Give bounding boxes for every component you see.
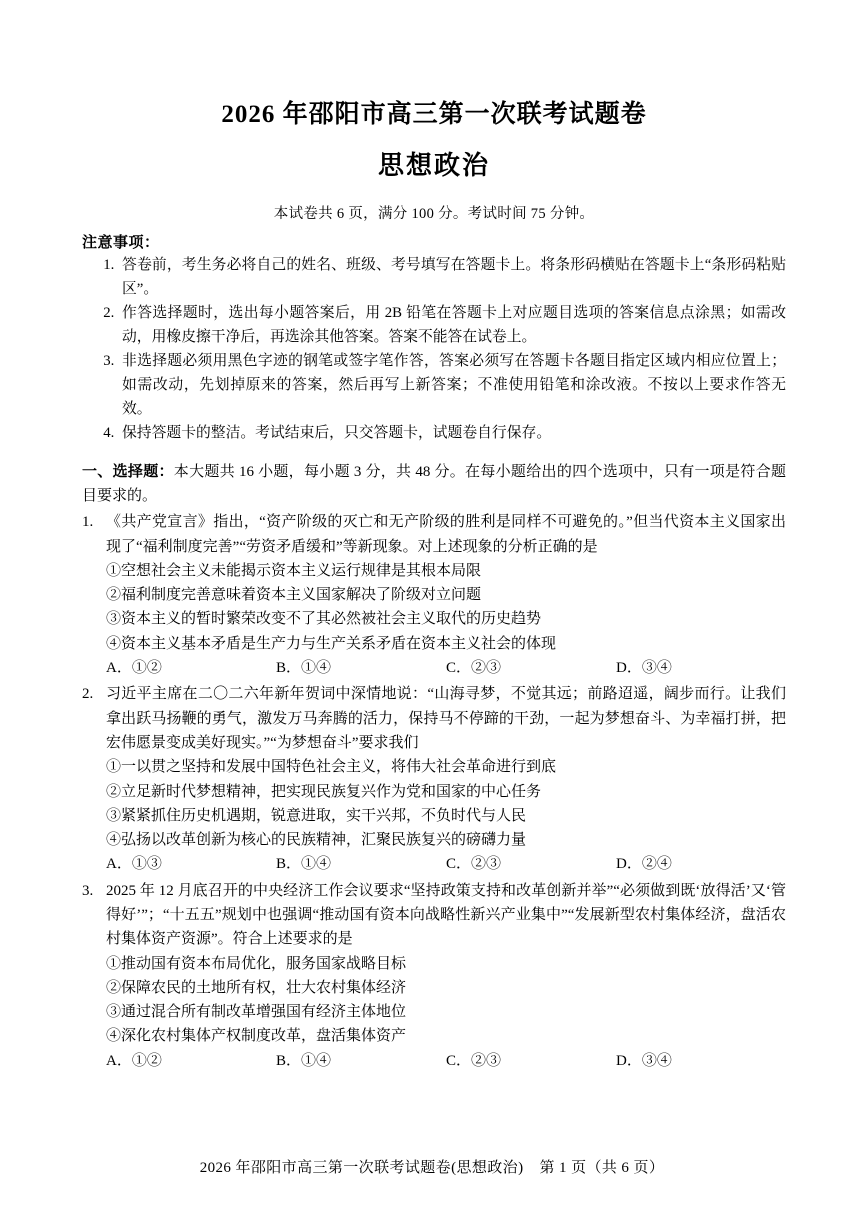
question-stem: 2025 年 12 月底召开的中央经济工作会议要求“坚持政策支持和改革创新并举”“必须做到既‘放得活’又‘管得好’”；“十五五”规划中也强调“推动国有资本向战略性新兴产业集中”“发展新型农村集体经济，盘活农村集体资产资源”。符合上述要求的是 (106, 882, 786, 948)
footer-page-number: 第 1 页（共 6 页） (539, 1160, 665, 1176)
notice-heading: 注意事项： (82, 234, 160, 251)
question-choices (106, 852, 786, 876)
question-statement: ④深化农村集体产权制度改革，盘活集体资产 (106, 1028, 407, 1045)
choice-d[interactable]: D．③④ (616, 1052, 672, 1069)
question-item (82, 879, 786, 1073)
choice-a[interactable]: A．①③ (106, 856, 162, 873)
question-number: 2. (82, 686, 94, 703)
question-item (82, 510, 786, 680)
question-statement: ②福利制度完善意味着资本主义国家解决了阶级对立问题 (106, 587, 482, 604)
question-statement: ③资本主义的暂时繁荣改变不了其必然被社会主义取代的历史趋势 (106, 611, 542, 628)
question-number: 1. (82, 514, 94, 531)
choice-a[interactable]: A．①② (106, 660, 162, 677)
choice-b[interactable]: B．①④ (276, 856, 332, 873)
question-choices (106, 656, 786, 680)
question-statement: ②立足新时代梦想精神，把实现民族复兴作为党和国家的中心任务 (106, 783, 542, 800)
exam-meta-info: 本试卷共 6 页，满分 100 分。考试时间 75 分钟。 (273, 205, 595, 222)
section-description: 本大题共 16 小题，每小题 3 分，共 48 分。在每小题给出的四个选项中，只有一项是符合题目要求的。 (82, 463, 786, 504)
section-label: 一、选择题： (82, 463, 174, 480)
question-statement: ①空想社会主义未能揭示资本主义运行规律是其根本局限 (106, 562, 482, 579)
choice-b[interactable]: B．①④ (276, 1052, 332, 1069)
page-footer (0, 1156, 864, 1177)
choice-d[interactable]: D．②④ (616, 856, 672, 873)
notice-list (82, 254, 786, 446)
choice-a[interactable]: A．①② (106, 1052, 162, 1069)
question-statement: ①推动国有资本布局优化，服务国家战略目标 (106, 955, 407, 972)
notice-item: 4. 保持答题卡的整洁。考试结束后，只交答题卡，试题卷自行保存。 (118, 422, 786, 446)
question-statement: ③紧紧抓住历史机遇期，锐意进取，实干兴邦，不负时代与人民 (106, 807, 527, 824)
notice-item: 2. 作答选择题时，选出每小题答案后，用 2B 铅笔在答题卡上对应题目选项的答案信息点涂黑；如需改动，用橡皮擦干净后，再选涂其他答案。答案不能答在试卷上。 (118, 302, 786, 350)
page-title: 2026 年邵阳市高三第一次联考试题卷 (221, 101, 647, 128)
question-statement: ②保障农民的土地所有权，壮大农村集体经济 (106, 979, 407, 996)
question-statement: ①一以贯之坚持和发展中国特色社会主义，将伟大社会革命进行到底 (106, 759, 557, 776)
question-item (82, 682, 786, 876)
question-number: 3. (82, 882, 94, 899)
section-heading-choice (82, 460, 786, 509)
choice-c[interactable]: C．②③ (446, 1052, 502, 1069)
choice-c[interactable]: C．②③ (446, 856, 502, 873)
choice-c[interactable]: C．②③ (446, 660, 502, 677)
question-statement: ③通过混合所有制改革增强国有经济主体地位 (106, 1004, 407, 1021)
notice-item: 1. 答卷前，考生务必将自己的姓名、班级、考号填写在答题卡上。将条形码横贴在答题卡上“条形码粘贴区”。 (118, 254, 786, 302)
footer-title: 2026 年邵阳市高三第一次联考试题卷(思想政治) (199, 1160, 524, 1176)
question-statement: ④资本主义基本矛盾是生产力与生产关系矛盾在资本主义社会的体现 (106, 635, 557, 652)
notice-item: 3. 非选择题必须用黑色字迹的钢笔或签字笔作答，答案必须写在答题卡各题目指定区域内相应位置上；如需改动，先划掉原来的答案，然后再写上新答案；不准使用铅笔和涂改液。不按以上要求作答无效。 (118, 350, 786, 422)
choice-d[interactable]: D．③④ (616, 660, 672, 677)
choice-b[interactable]: B．①④ (276, 660, 332, 677)
question-choices (106, 1049, 786, 1073)
question-stem: 习近平主席在二〇二六年新年贺词中深情地说：“山海寻梦，不觉其远；前路迢遥，阔步而行。让我们拿出跃马扬鞭的勇气，激发万马奔腾的活力，保持马不停蹄的干劲，一起为梦想奋斗、为幸福打拼，把宏伟愿景变成美好现实。”“为梦想奋斗”要求我们 (106, 686, 786, 751)
question-stem: 《共产党宣言》指出，“资产阶级的灭亡和无产阶级的胜利是同样不可避免的。”但当代资本主义国家出现了“福利制度完善”“劳资矛盾缓和”等新现象。对上述现象的分析正确的是 (106, 514, 786, 555)
question-statement: ④弘扬以改革创新为核心的民族精神，汇聚民族复兴的磅礴力量 (106, 832, 527, 849)
subject-title: 思想政治 (377, 150, 490, 180)
